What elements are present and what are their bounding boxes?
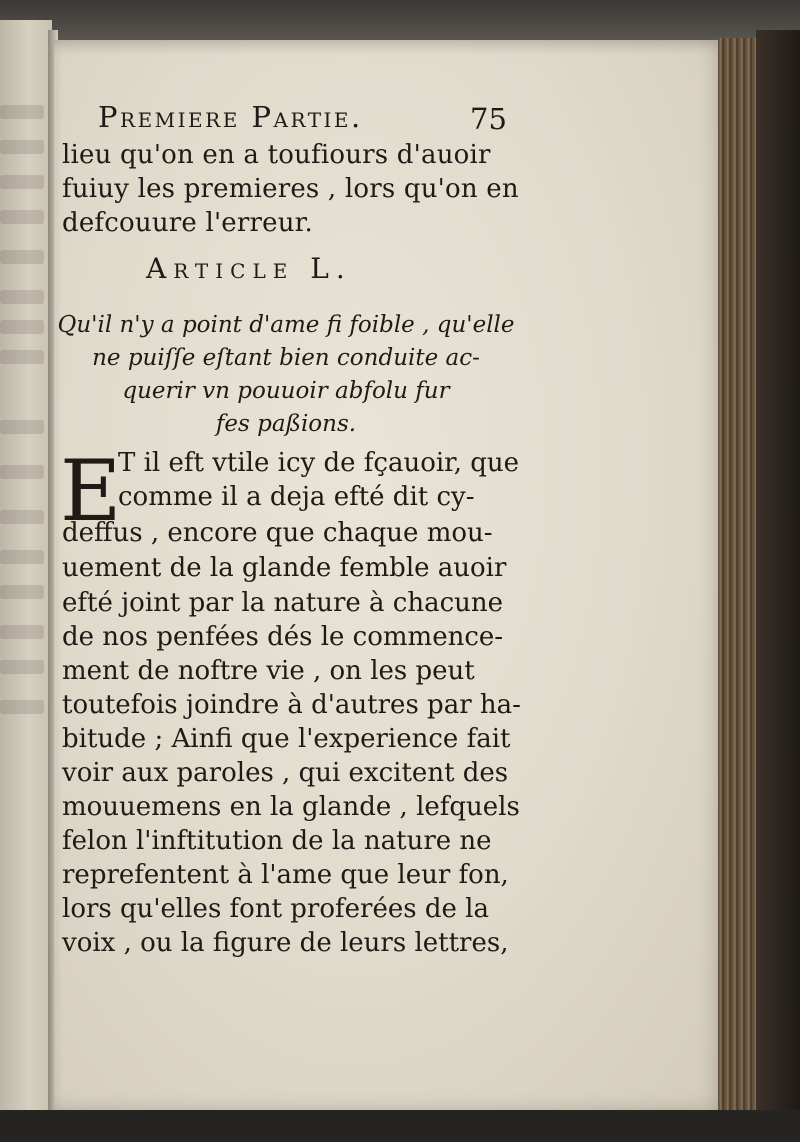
body-line: voir aux paroles , qui excitent des — [62, 758, 509, 788]
show-through-text — [0, 175, 44, 189]
show-through-text — [0, 105, 44, 119]
body-line: reprefentent à l'ame que leur fon, — [62, 860, 509, 890]
page-number: 75 — [470, 102, 507, 136]
book-cover-edge — [756, 30, 800, 1142]
show-through-text — [0, 210, 44, 224]
show-through-text — [0, 700, 44, 714]
continuation-line: defcouure l'erreur. — [62, 208, 313, 238]
show-through-text — [0, 420, 44, 434]
show-through-text — [0, 140, 44, 154]
body-line: bitude ; Ainfi que l'experience fait — [62, 724, 511, 754]
article-summary-line: ne puiſſe eſtant bien conduite ac- — [92, 345, 480, 371]
book-top-shadow — [0, 0, 800, 42]
book-bottom-shadow — [0, 1110, 800, 1142]
body-line: de nos penfées dés le commence- — [62, 622, 504, 652]
body-line: toutefois joindre à d'autres par ha- — [62, 690, 521, 720]
running-header: Premiere Partie. — [98, 100, 363, 134]
body-line: felon l'inftitution de la nature ne — [62, 826, 492, 856]
show-through-text — [0, 550, 44, 564]
drop-cap-letter: E — [60, 442, 122, 540]
body-line: uement de la glande femble auoir — [62, 553, 507, 583]
show-through-text — [0, 320, 44, 334]
continuation-line: lieu qu'on en a toufiours d'auoir — [62, 140, 491, 170]
article-summary-line: fes paßions. — [215, 411, 357, 437]
previous-page-sliver — [0, 20, 52, 1120]
show-through-text — [0, 350, 44, 364]
show-through-text — [0, 465, 44, 479]
body-line: comme il a deja efté dit cy- — [118, 482, 475, 512]
show-through-text — [0, 510, 44, 524]
body-line: T il eft vtile icy de fçauoir, que — [118, 448, 520, 478]
body-line: efté joint par la nature à chacune — [62, 588, 504, 618]
page-edges — [718, 38, 760, 1118]
body-line: lors qu'elles font proferées de la — [62, 894, 489, 924]
article-summary-line: Qu'il n'y a point d'ame fi foible , qu'elle — [57, 312, 515, 338]
show-through-text — [0, 625, 44, 639]
continuation-line: fuiuy les premieres , lors qu'on en — [62, 174, 519, 204]
body-line: deffus , encore que chaque mou- — [62, 518, 493, 548]
show-through-text — [0, 250, 44, 264]
show-through-text — [0, 290, 44, 304]
article-summary-line: querir vn pouuoir abfolu fur — [122, 378, 450, 404]
article-heading: Article L. — [146, 252, 352, 285]
show-through-text — [0, 585, 44, 599]
body-line: voix , ou la figure de leurs lettres, — [62, 928, 509, 958]
show-through-text — [0, 660, 44, 674]
body-line: mouuemens en la glande , lefquels — [62, 792, 520, 822]
body-line: ment de noftre vie , on les peut — [62, 656, 475, 686]
